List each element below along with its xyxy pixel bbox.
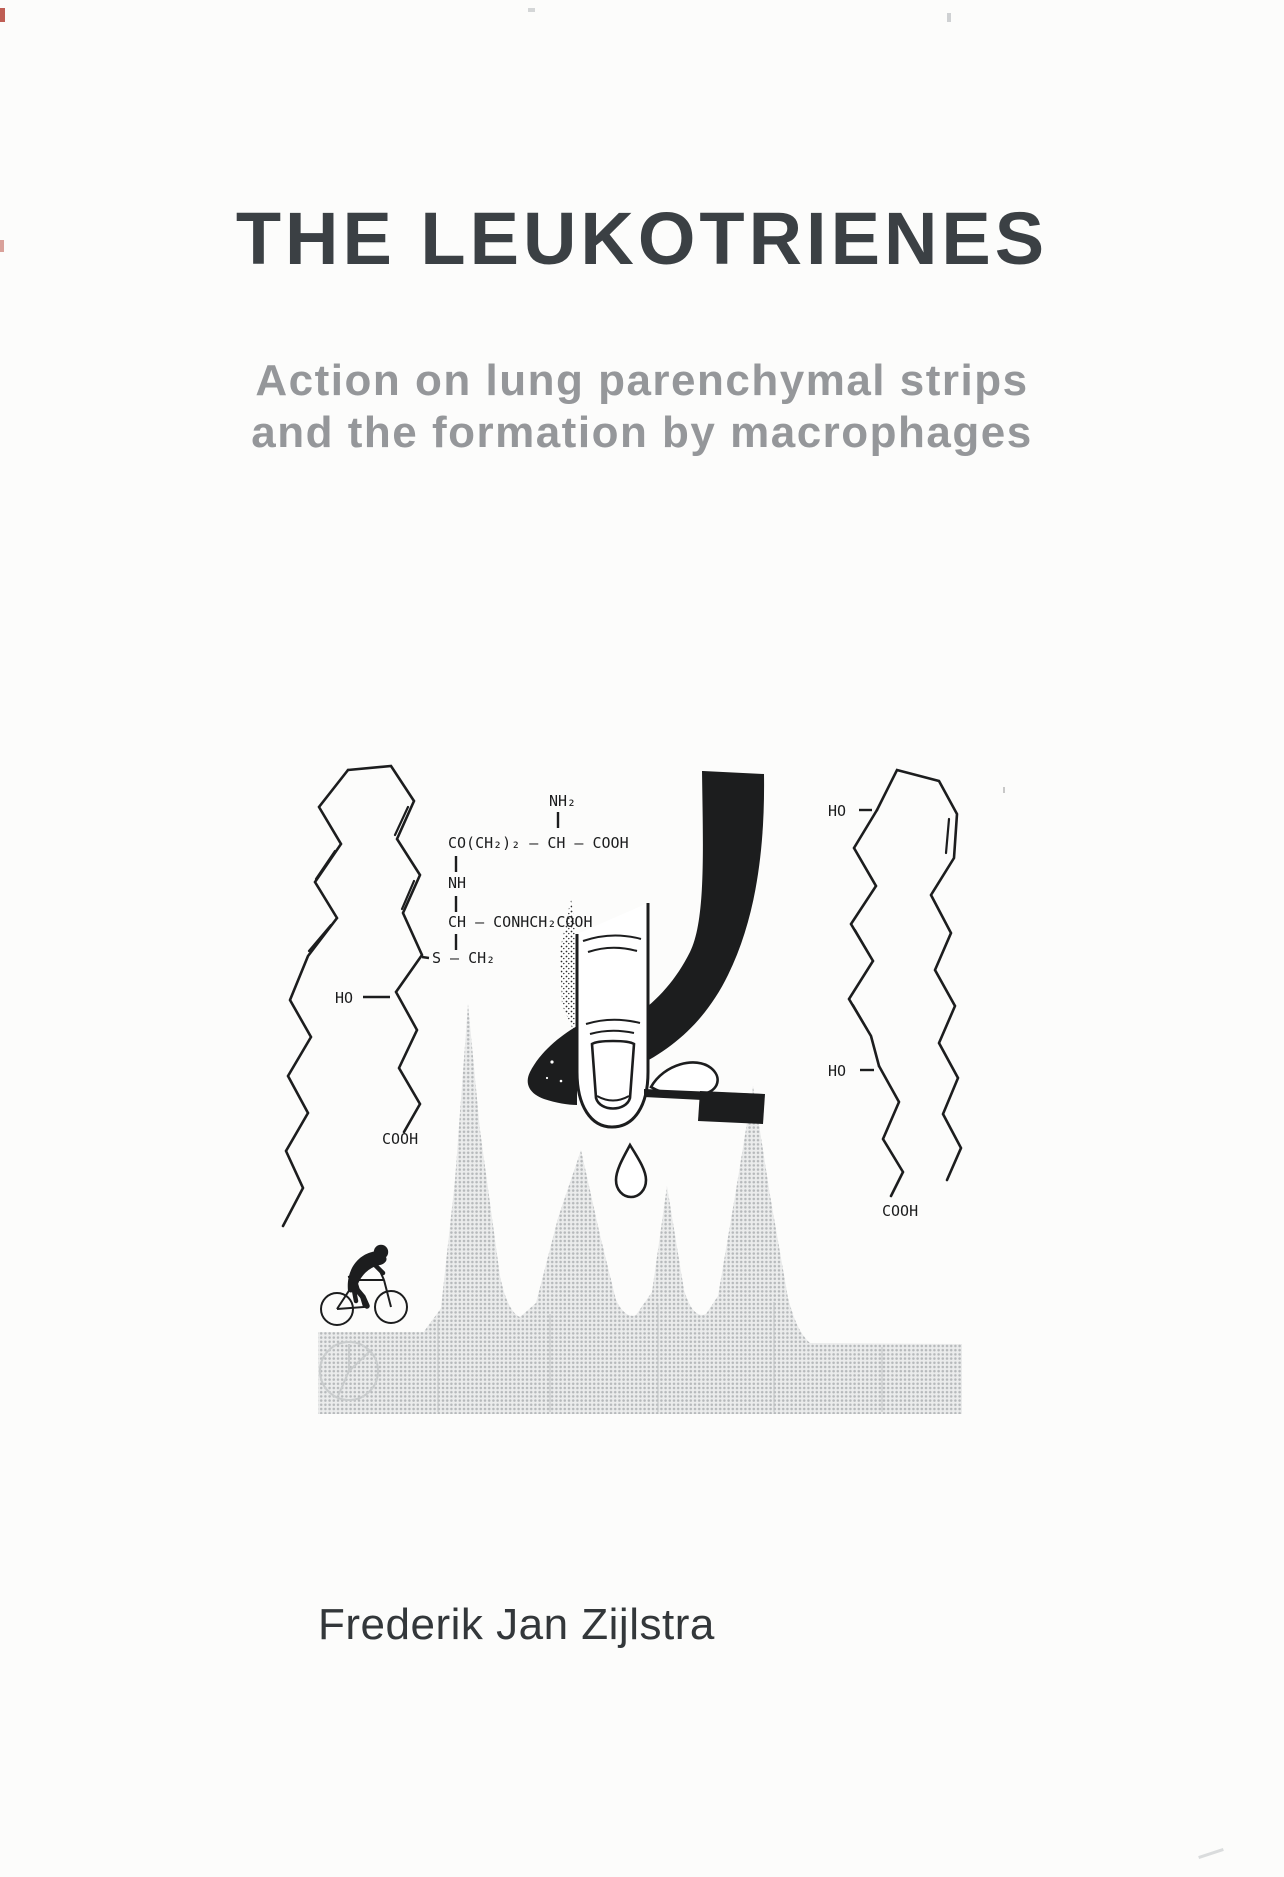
label-ho-left: HO bbox=[335, 989, 354, 1007]
fingernail bbox=[592, 1041, 634, 1109]
label-ho-right-bottom: HO bbox=[828, 1062, 847, 1080]
label-nh2: NH₂ bbox=[549, 792, 577, 810]
cyclist-icon bbox=[321, 1245, 407, 1325]
label-ho-right-top: HO bbox=[828, 802, 847, 820]
label-nh: NH bbox=[448, 874, 467, 892]
label-peptide-row2: CH – CONHCH₂COOH bbox=[448, 913, 593, 931]
leukotriene-c4-structure bbox=[283, 766, 429, 1226]
label-s-ch2: S – CH₂ bbox=[432, 949, 496, 967]
leukotriene-b4-structure bbox=[849, 770, 961, 1196]
subtitle-line-1: Action on lung parenchymal strips bbox=[255, 356, 1029, 405]
scan-artifact bbox=[1003, 787, 1005, 793]
lancet-rod bbox=[644, 1089, 765, 1124]
blood-drop-shape bbox=[616, 1145, 646, 1197]
subtitle-line-2: and the formation by macrophages bbox=[251, 408, 1033, 457]
scan-artifact bbox=[947, 13, 951, 22]
page-title: THE LEUKOTRIENES bbox=[235, 197, 1049, 280]
scan-artifact bbox=[0, 8, 5, 22]
label-cooh-left: COOH bbox=[382, 1130, 419, 1148]
scan-artifact bbox=[528, 8, 535, 12]
scan-artifact bbox=[0, 240, 4, 252]
finger-illustration bbox=[577, 903, 648, 1127]
ink-blob-shape bbox=[528, 1026, 577, 1105]
label-cooh-right: COOH bbox=[882, 1202, 919, 1220]
label-peptide-row1: CO(CH₂)₂ – CH – COOH bbox=[448, 834, 629, 852]
author-name: Frederik Jan Zijlstra bbox=[318, 1600, 715, 1649]
